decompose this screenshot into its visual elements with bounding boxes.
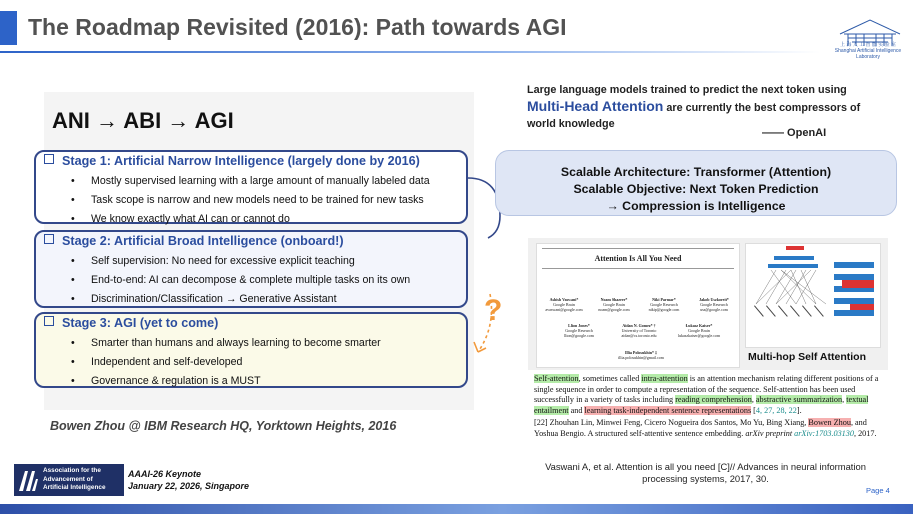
stage-1-title	[44, 154, 420, 168]
keynote-date: January 22, 2026, Singapore	[128, 481, 250, 491]
roadmap-heading: ANI → ABI → AGI	[52, 108, 234, 133]
list-item: • Self supervision: No need for excessive explicit teaching	[91, 252, 410, 271]
rule-line	[542, 268, 734, 269]
paper-excerpt	[534, 374, 886, 456]
paper-author: Ashish Vaswani* Google Brain avaswani@google.com	[545, 297, 583, 312]
openai-quote	[527, 82, 867, 132]
scalable-objective: Scalable Objective: Next Token Prediction	[573, 182, 819, 196]
page-number: Page 4	[866, 486, 890, 495]
quote-text: are currently the best compressors of world knowledge	[527, 102, 861, 130]
stage-2-title	[44, 234, 344, 248]
quote-attribution: —— OpenAI	[762, 127, 827, 139]
aaai-name: Association for the Advancement of Artificial Intelligence	[43, 467, 106, 491]
paper-title: Attention Is All You Need	[594, 254, 682, 263]
paper-author: Jakob Uszkoreit* Google Research usz@google.com	[699, 297, 729, 312]
paper-author: Illia Polosukhin* ‡ illia.polosukhin@gmail.com	[618, 350, 664, 360]
scalable-architecture: Scalable Architecture: Transformer (Attention)	[560, 165, 832, 179]
keynote-info	[128, 468, 249, 492]
stage-1-title-text: Stage 1: Artificial Narrow Intelligence (largely done by 2016)	[62, 154, 420, 168]
list-item: • End-to-end: AI can decompose & complete multiple tasks on its own	[91, 271, 410, 290]
slide-title: The Roadmap Revisited (2016): Path towards AGI	[28, 14, 567, 40]
paper-citation: Vaswani A, et al. Attention is all you need [C]// Advances in neural information processing systems, 2017, 30.	[545, 461, 866, 484]
stage-3-title	[44, 316, 218, 330]
aaai-logo	[14, 464, 124, 496]
stage-3-box	[34, 312, 468, 388]
quote-text: Large language models trained to predict the next token using	[527, 84, 847, 96]
figure-caption: Multi-hop Self Attention	[748, 351, 867, 363]
stage-1-list	[91, 172, 430, 229]
bottom-accent-bar	[0, 504, 913, 514]
quote-highlight: Multi-Head Attention	[527, 98, 664, 114]
stage-3-list	[91, 334, 381, 391]
list-item: • Mostly supervised learning with a large amount of manually labeled data	[91, 172, 430, 191]
list-item: • Independent and self-developed	[91, 353, 381, 372]
stage-2-list	[91, 252, 410, 309]
list-item: • Smarter than humans and always learning to become smarter	[91, 334, 381, 353]
logo-caption: 上 海 人 工 智 能 实 验 室 Shanghai Artificial Intelligence Laboratory	[834, 42, 902, 60]
list-item: • Discrimination/Classification → Generative Assistant	[91, 290, 410, 309]
reference-entry: [22] Zhouhan Lin, Minwei Feng, Cicero Nogueira dos Santos, Mo Yu, Bing Xiang, Bowen Zhou, and Yoshua Bengio. A structured self-attentive sentence embedding. arXiv preprint arXiv:1703.03130, 2017.	[534, 418, 877, 438]
photo-caption: Bowen Zhou @ IBM Research HQ, Yorktown Heights, 2016	[50, 419, 397, 433]
scalable-summary-box	[495, 150, 897, 216]
list-item: • We know exactly what AI can or cannot do	[91, 210, 430, 229]
rule-line	[542, 248, 734, 249]
stage-1-box	[34, 150, 468, 224]
compression-line: → Compression is Intelligence	[606, 199, 786, 213]
paper-author: Niki Parmar* Google Research nikip@google.com	[648, 297, 680, 312]
paper-author: Llion Jones* Google Research llion@google.com	[564, 323, 594, 338]
stage-2-title-text: Stage 2: Artificial Broad Intelligence (onboard!)	[62, 234, 344, 248]
paper-author: Łukasz Kaiser* Google Brain lukaszkaiser@google.com	[677, 323, 721, 338]
excerpt-paragraph: Self-attention, sometimes called intra-attention is an attention mechanism relating different positions of a single sequence in order to compute a representation of the sequence. Self-attention has been used successfully in a variety of tasks including reading comprehension, abstractive summarization, textual entailment and learning task-independent sentence representations [4, 27, 28, 22].	[534, 374, 879, 415]
stage-2-box	[34, 230, 468, 308]
question-mark-icon: ?	[484, 294, 503, 327]
title-divider	[0, 51, 820, 53]
checkbox-bullet-icon	[44, 316, 54, 326]
aaai-mark-icon	[17, 467, 39, 493]
checkbox-bullet-icon	[44, 234, 54, 244]
title-accent-bar	[0, 11, 17, 45]
list-item: • Task scope is narrow and new models need to be trained for new tasks	[91, 191, 430, 210]
paper-author: Aidan N. Gomez* † University of Toronto aidan@cs.toronto.edu	[621, 323, 657, 338]
keynote-title: AAAI-26 Keynote	[128, 469, 202, 479]
self-attention-figure	[745, 243, 881, 348]
checkbox-bullet-icon	[44, 154, 54, 164]
stage-3-title-text: Stage 3: AGI (yet to come)	[62, 316, 219, 330]
paper-author: Noam Shazeer* Google Brain noam@google.com	[598, 297, 630, 312]
paper-thumbnail	[536, 243, 740, 368]
list-item: • Governance & regulation is a MUST	[91, 372, 381, 391]
